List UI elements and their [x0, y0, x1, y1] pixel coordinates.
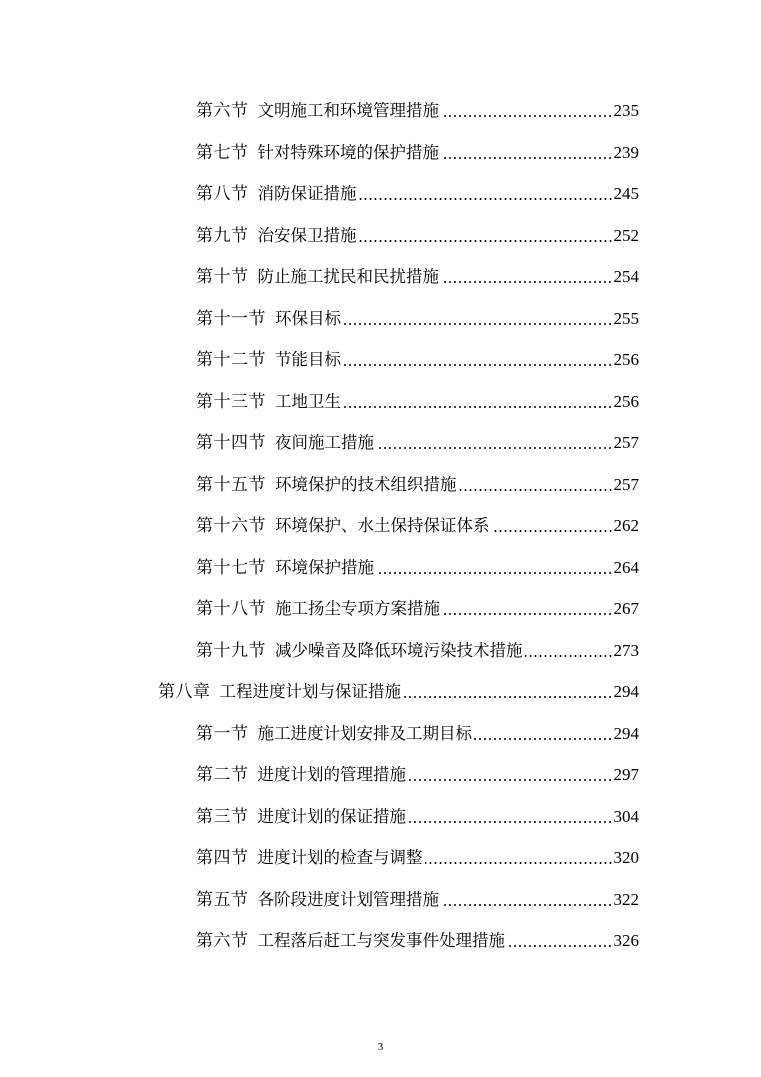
entry-page-number: 264: [613, 558, 639, 577]
entry-page-number: 256: [613, 350, 639, 369]
dot-leader: [343, 364, 613, 366]
entry-title: 治安保卫措施: [257, 226, 357, 245]
toc-entry[interactable]: [196, 219, 639, 247]
dot-leader: [507, 945, 613, 947]
entry-number: 第三节: [196, 807, 249, 827]
dot-leader: [425, 862, 613, 864]
entry-number: 第十三节: [196, 392, 266, 412]
entry-page-number: 252: [613, 226, 639, 245]
entry-page-number: 235: [613, 101, 639, 120]
entry-page-number: 304: [613, 807, 639, 826]
entry-number: 第二节: [196, 765, 249, 785]
entry-number: 第一节: [196, 724, 249, 744]
toc-entry[interactable]: [196, 883, 639, 911]
dot-leader: [408, 779, 613, 781]
entry-page-number: 257: [613, 475, 639, 494]
dot-leader: [376, 447, 613, 449]
entry-page-number: 297: [613, 765, 639, 784]
entry-title: 工程落后赶工与突发事件处理措施: [257, 931, 505, 950]
toc-entry[interactable]: [196, 717, 639, 745]
entry-page-number: 273: [613, 641, 639, 660]
entry-title: 施工进度计划安排及工期目标: [257, 724, 472, 743]
toc-entry[interactable]: [196, 841, 639, 869]
entry-title: 减少噪音及降低环境污染技术措施: [275, 641, 523, 660]
dot-leader: [441, 904, 613, 906]
dot-leader: [525, 655, 613, 657]
toc-entry[interactable]: [196, 302, 639, 330]
entry-title: 防止施工扰民和民扰措施: [257, 267, 439, 286]
toc-entry[interactable]: [196, 509, 639, 537]
entry-page-number: 256: [613, 392, 639, 411]
entry-title: 各阶段进度计划管理措施: [257, 890, 439, 909]
toc-entry[interactable]: [196, 592, 639, 620]
toc-entry[interactable]: [196, 924, 639, 952]
entry-page-number: 255: [613, 309, 639, 328]
toc-entry[interactable]: [196, 94, 639, 122]
entry-title: 环境保护的技术组织措施: [275, 475, 457, 494]
entry-title: 节能目标: [275, 350, 341, 369]
entry-page-number: 326: [613, 931, 639, 950]
toc-entry[interactable]: [196, 551, 639, 579]
entry-page-number: 294: [613, 724, 639, 743]
dot-leader: [441, 281, 613, 283]
entry-page-number: 257: [613, 433, 639, 452]
entry-title: 针对特殊环境的保护措施: [257, 143, 439, 162]
entry-title: 工地卫生: [275, 392, 341, 411]
entry-number: 第十节: [196, 267, 249, 287]
entry-number: 第五节: [196, 890, 249, 910]
entry-number: 第十六节: [196, 516, 266, 536]
dot-leader: [359, 240, 613, 242]
entry-title: 环境保护措施: [275, 558, 374, 577]
entry-title: 施工扬尘专项方案措施: [275, 599, 440, 618]
chapter-number: 第八章: [158, 682, 211, 702]
toc-entry[interactable]: [196, 385, 639, 413]
entry-page-number: 245: [613, 184, 639, 203]
entry-title: 环境保护、水土保持保证体系: [275, 516, 490, 535]
toc-entry[interactable]: [196, 426, 639, 454]
entry-number: 第七节: [196, 143, 249, 163]
entry-number: 第六节: [196, 101, 249, 121]
entry-page-number: 320: [613, 848, 639, 867]
entry-page-number: 294: [613, 682, 639, 701]
entry-number: 第十二节: [196, 350, 266, 370]
dot-leader: [359, 198, 613, 200]
dot-leader: [459, 489, 613, 491]
entry-title: 文明施工和环境管理措施: [257, 101, 439, 120]
dot-leader: [441, 157, 613, 159]
entry-number: 第十一节: [196, 309, 266, 329]
toc-entry[interactable]: [196, 260, 639, 288]
entry-title: 环保目标: [275, 309, 341, 328]
entry-page-number: 262: [613, 516, 639, 535]
entry-page-number: 254: [613, 267, 639, 286]
entry-number: 第九节: [196, 226, 249, 246]
dot-leader: [403, 696, 613, 698]
entry-number: 第十五节: [196, 475, 266, 495]
dot-leader: [441, 115, 613, 117]
toc-chapter-entry[interactable]: [158, 675, 639, 703]
dot-leader: [343, 323, 613, 325]
dot-leader: [376, 572, 613, 574]
toc-entry[interactable]: [196, 136, 639, 164]
toc-entry[interactable]: [196, 177, 639, 205]
entry-page-number: 322: [613, 890, 639, 909]
entry-number: 第四节: [196, 848, 249, 868]
dot-leader: [474, 738, 613, 740]
toc-entry[interactable]: [196, 634, 639, 662]
dot-leader: [343, 406, 613, 408]
entry-number: 第十八节: [196, 599, 266, 619]
toc-entry[interactable]: [196, 800, 639, 828]
entry-title: 进度计划的保证措施: [257, 807, 406, 826]
entry-page-number: 267: [613, 599, 639, 618]
entry-number: 第十七节: [196, 558, 266, 578]
entry-number: 第十九节: [196, 641, 266, 661]
dot-leader: [442, 613, 613, 615]
page-footer-number: 3: [377, 1041, 384, 1053]
toc-entry[interactable]: [196, 758, 639, 786]
dot-leader: [492, 530, 613, 532]
entry-title: 进度计划的管理措施: [257, 765, 406, 784]
toc-entry[interactable]: [196, 343, 639, 371]
entry-title: 夜间施工措施: [275, 433, 374, 452]
dot-leader: [408, 821, 613, 823]
entry-page-number: 239: [613, 143, 639, 162]
entry-number: 第十四节: [196, 433, 266, 453]
entry-title: 消防保证措施: [257, 184, 357, 203]
entry-number: 第八节: [196, 184, 249, 204]
toc-entry[interactable]: [196, 468, 639, 496]
entry-title: 进度计划的检查与调整: [257, 848, 423, 867]
chapter-title: 工程进度计划与保证措施: [219, 682, 401, 701]
entry-number: 第六节: [196, 931, 249, 951]
